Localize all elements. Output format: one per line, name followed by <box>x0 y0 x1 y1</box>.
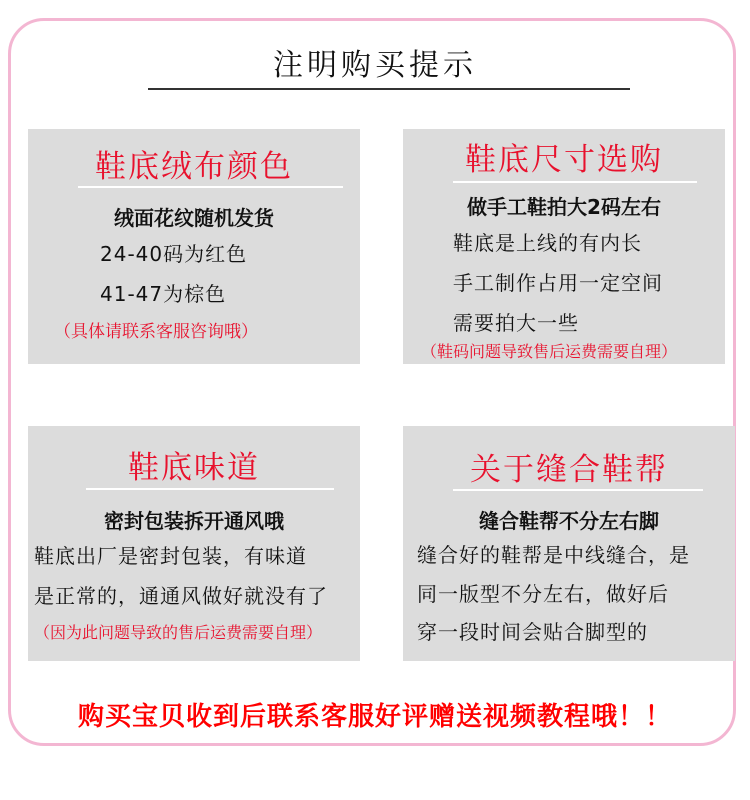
card-line: 鞋底是上线的有内长 <box>453 231 642 255</box>
card-line: 鞋底出厂是密封包装，有味道 <box>34 544 307 568</box>
card-stitched-upper <box>403 426 735 661</box>
card-title: 鞋底绒布颜色 <box>95 149 293 185</box>
card-line: 同一版型不分左右，做好后 <box>417 582 669 606</box>
card-sole-smell <box>28 426 360 661</box>
card-subtitle: 绒面花纹随机发货 <box>114 206 274 230</box>
page-title: 注明购买提示 <box>273 48 477 83</box>
card-subtitle: 密封包装拆开通风哦 <box>104 509 284 533</box>
title-underline <box>148 88 630 90</box>
card-line: 缝合好的鞋帮是中线缝合，是 <box>417 543 690 567</box>
card-sole-fabric-color <box>28 129 360 364</box>
card-title: 鞋底味道 <box>128 450 260 486</box>
card-line: 穿一段时间会贴合脚型的 <box>417 620 648 644</box>
card-subtitle: 做手工鞋拍大2码左右 <box>467 195 661 219</box>
card-line: 是正常的，通通风做好就没有了 <box>34 584 328 608</box>
card-sole-size <box>403 129 725 364</box>
card-note: （具体请联系客服咨询哦） <box>54 322 258 342</box>
card-title: 鞋底尺寸选购 <box>465 142 663 178</box>
card-note: （鞋码问题导致售后运费需要自理） <box>421 342 678 361</box>
card-line: 需要拍大一些 <box>453 311 579 335</box>
footer-promo-text: 购买宝贝收到后联系客服好评赠送视频教程哦！！ <box>77 702 672 732</box>
card-title: 关于缝合鞋帮 <box>470 452 668 488</box>
card-note: （因为此问题导致的售后运费需要自理） <box>34 623 323 642</box>
card-title-divider <box>453 489 703 491</box>
card-title-divider <box>86 488 334 490</box>
card-subtitle: 缝合鞋帮不分左右脚 <box>479 509 659 533</box>
card-line: 41-47为棕色 <box>100 282 227 306</box>
card-line: 24-40码为红色 <box>100 242 248 266</box>
card-title-divider <box>78 186 343 188</box>
card-line: 手工制作占用一定空间 <box>453 271 663 295</box>
card-title-divider <box>453 181 697 183</box>
